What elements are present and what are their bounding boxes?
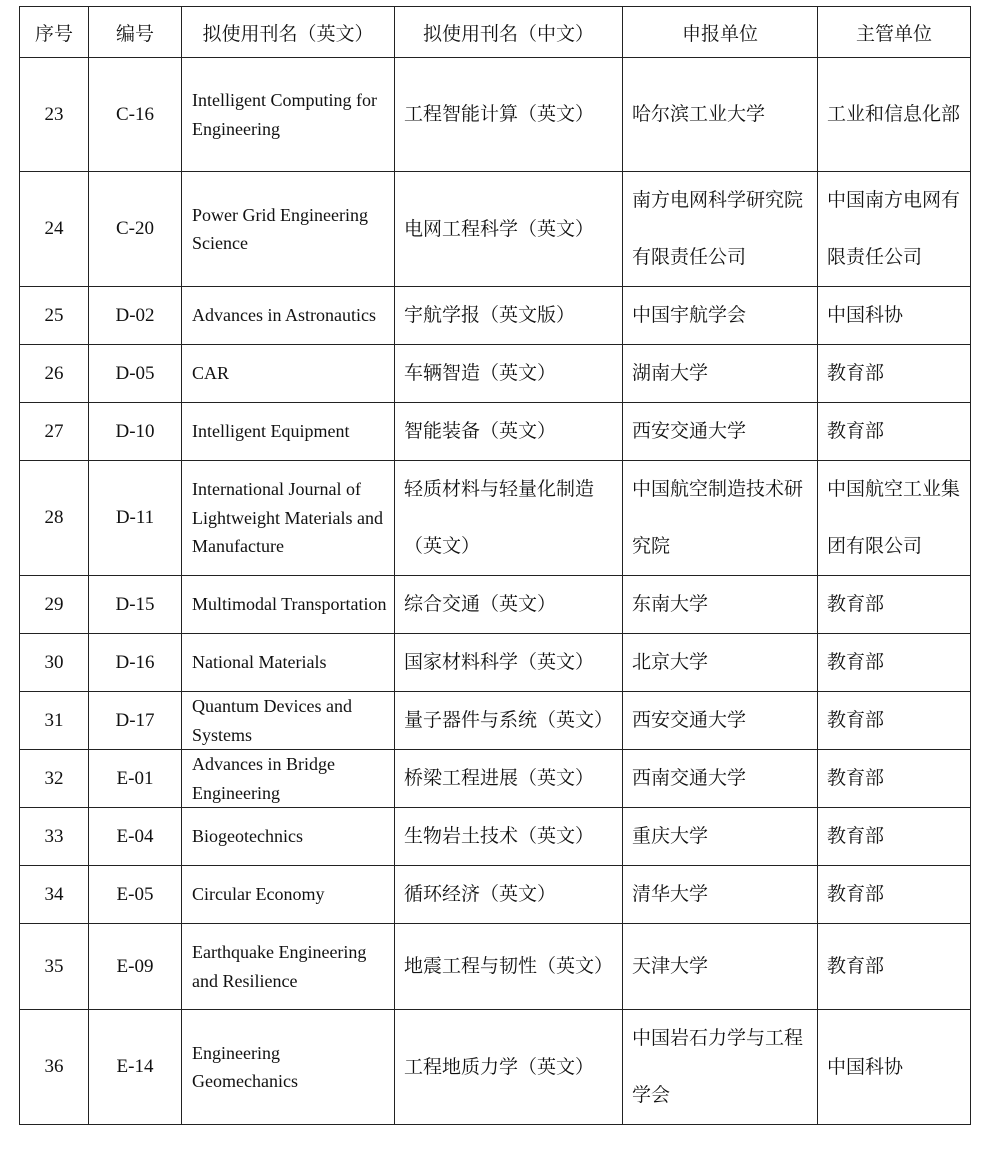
cell-applicant: 西安交通大学 bbox=[623, 692, 818, 750]
cell-name-zh: 生物岩土技术（英文） bbox=[395, 808, 623, 866]
cell-name-en: Biogeotechnics bbox=[182, 808, 395, 866]
cell-name-zh: 地震工程与韧性（英文） bbox=[395, 924, 623, 1010]
cell-supervisor: 教育部 bbox=[818, 750, 971, 808]
cell-applicant: 湖南大学 bbox=[623, 345, 818, 403]
cell-name-en: Intelligent Equipment bbox=[182, 403, 395, 461]
cell-supervisor: 教育部 bbox=[818, 403, 971, 461]
table-row bbox=[20, 403, 971, 461]
cell-supervisor: 中国航空工业集团有限公司 bbox=[818, 461, 971, 576]
cell-applicant: 天津大学 bbox=[623, 924, 818, 1010]
table-row bbox=[20, 287, 971, 345]
cell-serial: 36 bbox=[20, 1010, 89, 1125]
cell-supervisor: 教育部 bbox=[818, 808, 971, 866]
table-row bbox=[20, 634, 971, 692]
cell-code: E-04 bbox=[89, 808, 182, 866]
header-code: 编号 bbox=[89, 7, 182, 58]
cell-code: C-16 bbox=[89, 58, 182, 172]
cell-name-zh: 综合交通（英文） bbox=[395, 576, 623, 634]
table-row bbox=[20, 750, 971, 808]
cell-name-zh: 量子器件与系统（英文） bbox=[395, 692, 623, 750]
cell-code: E-01 bbox=[89, 750, 182, 808]
table-row bbox=[20, 808, 971, 866]
cell-name-en: Advances in Bridge Engineering bbox=[182, 750, 395, 808]
cell-supervisor: 教育部 bbox=[818, 345, 971, 403]
cell-name-en: Intelligent Computing for Engineering bbox=[182, 58, 395, 172]
cell-applicant: 南方电网科学研究院有限责任公司 bbox=[623, 172, 818, 287]
cell-name-zh: 电网工程科学（英文） bbox=[395, 172, 623, 287]
table-row bbox=[20, 924, 971, 1010]
cell-code: C-20 bbox=[89, 172, 182, 287]
cell-supervisor: 教育部 bbox=[818, 576, 971, 634]
table-row bbox=[20, 576, 971, 634]
cell-serial: 32 bbox=[20, 750, 89, 808]
cell-name-en: Power Grid Engineering Science bbox=[182, 172, 395, 287]
cell-serial: 24 bbox=[20, 172, 89, 287]
cell-code: D-02 bbox=[89, 287, 182, 345]
cell-name-zh: 车辆智造（英文） bbox=[395, 345, 623, 403]
header-supervisor: 主管单位 bbox=[818, 7, 971, 58]
cell-serial: 34 bbox=[20, 866, 89, 924]
cell-applicant: 东南大学 bbox=[623, 576, 818, 634]
table-row bbox=[20, 172, 971, 287]
cell-supervisor: 教育部 bbox=[818, 634, 971, 692]
cell-name-zh: 国家材料科学（英文） bbox=[395, 634, 623, 692]
table-row bbox=[20, 58, 971, 172]
cell-name-en: Multimodal Transportation bbox=[182, 576, 395, 634]
header-serial: 序号 bbox=[20, 7, 89, 58]
cell-serial: 25 bbox=[20, 287, 89, 345]
cell-name-en: Advances in Astronautics bbox=[182, 287, 395, 345]
cell-supervisor: 中国科协 bbox=[818, 1010, 971, 1125]
cell-serial: 31 bbox=[20, 692, 89, 750]
cell-name-zh: 宇航学报（英文版） bbox=[395, 287, 623, 345]
cell-serial: 33 bbox=[20, 808, 89, 866]
cell-code: D-15 bbox=[89, 576, 182, 634]
table-row bbox=[20, 461, 971, 576]
table-row bbox=[20, 692, 971, 750]
cell-name-zh: 工程地质力学（英文） bbox=[395, 1010, 623, 1125]
cell-name-en: Circular Economy bbox=[182, 866, 395, 924]
cell-serial: 35 bbox=[20, 924, 89, 1010]
cell-code: D-10 bbox=[89, 403, 182, 461]
cell-serial: 26 bbox=[20, 345, 89, 403]
cell-serial: 27 bbox=[20, 403, 89, 461]
cell-code: E-14 bbox=[89, 1010, 182, 1125]
cell-code: E-09 bbox=[89, 924, 182, 1010]
cell-applicant: 西安交通大学 bbox=[623, 403, 818, 461]
cell-name-zh: 智能装备（英文） bbox=[395, 403, 623, 461]
table-row bbox=[20, 866, 971, 924]
cell-serial: 28 bbox=[20, 461, 89, 576]
cell-applicant: 西南交通大学 bbox=[623, 750, 818, 808]
cell-name-zh: 循环经济（英文） bbox=[395, 866, 623, 924]
cell-applicant: 北京大学 bbox=[623, 634, 818, 692]
cell-code: D-11 bbox=[89, 461, 182, 576]
cell-name-zh: 轻质材料与轻量化制造（英文） bbox=[395, 461, 623, 576]
cell-name-en: Engineering Geomechanics bbox=[182, 1010, 395, 1125]
cell-serial: 30 bbox=[20, 634, 89, 692]
cell-name-en: Earthquake Engineering and Resilience bbox=[182, 924, 395, 1010]
cell-name-en: Quantum Devices and Systems bbox=[182, 692, 395, 750]
cell-supervisor: 教育部 bbox=[818, 866, 971, 924]
cell-code: D-16 bbox=[89, 634, 182, 692]
cell-supervisor: 教育部 bbox=[818, 924, 971, 1010]
cell-supervisor: 教育部 bbox=[818, 692, 971, 750]
table-row bbox=[20, 1010, 971, 1125]
cell-applicant: 重庆大学 bbox=[623, 808, 818, 866]
cell-name-en: CAR bbox=[182, 345, 395, 403]
header-name-en: 拟使用刊名（英文） bbox=[182, 7, 395, 58]
cell-applicant: 清华大学 bbox=[623, 866, 818, 924]
cell-code: D-17 bbox=[89, 692, 182, 750]
cell-serial: 23 bbox=[20, 58, 89, 172]
header-name-zh: 拟使用刊名（中文） bbox=[395, 7, 623, 58]
cell-applicant: 中国航空制造技术研究院 bbox=[623, 461, 818, 576]
cell-name-zh: 桥梁工程进展（英文） bbox=[395, 750, 623, 808]
table-row bbox=[20, 345, 971, 403]
journal-table bbox=[19, 6, 971, 1125]
cell-name-en: National Materials bbox=[182, 634, 395, 692]
cell-name-zh: 工程智能计算（英文） bbox=[395, 58, 623, 172]
table-header-row bbox=[20, 7, 971, 58]
cell-applicant: 哈尔滨工业大学 bbox=[623, 58, 818, 172]
cell-name-en: International Journal of Lightweight Materials and Manufacture bbox=[182, 461, 395, 576]
cell-supervisor: 中国南方电网有限责任公司 bbox=[818, 172, 971, 287]
cell-serial: 29 bbox=[20, 576, 89, 634]
cell-supervisor: 中国科协 bbox=[818, 287, 971, 345]
header-applicant: 申报单位 bbox=[623, 7, 818, 58]
cell-code: E-05 bbox=[89, 866, 182, 924]
cell-supervisor: 工业和信息化部 bbox=[818, 58, 971, 172]
cell-code: D-05 bbox=[89, 345, 182, 403]
cell-applicant: 中国宇航学会 bbox=[623, 287, 818, 345]
cell-applicant: 中国岩石力学与工程学会 bbox=[623, 1010, 818, 1125]
